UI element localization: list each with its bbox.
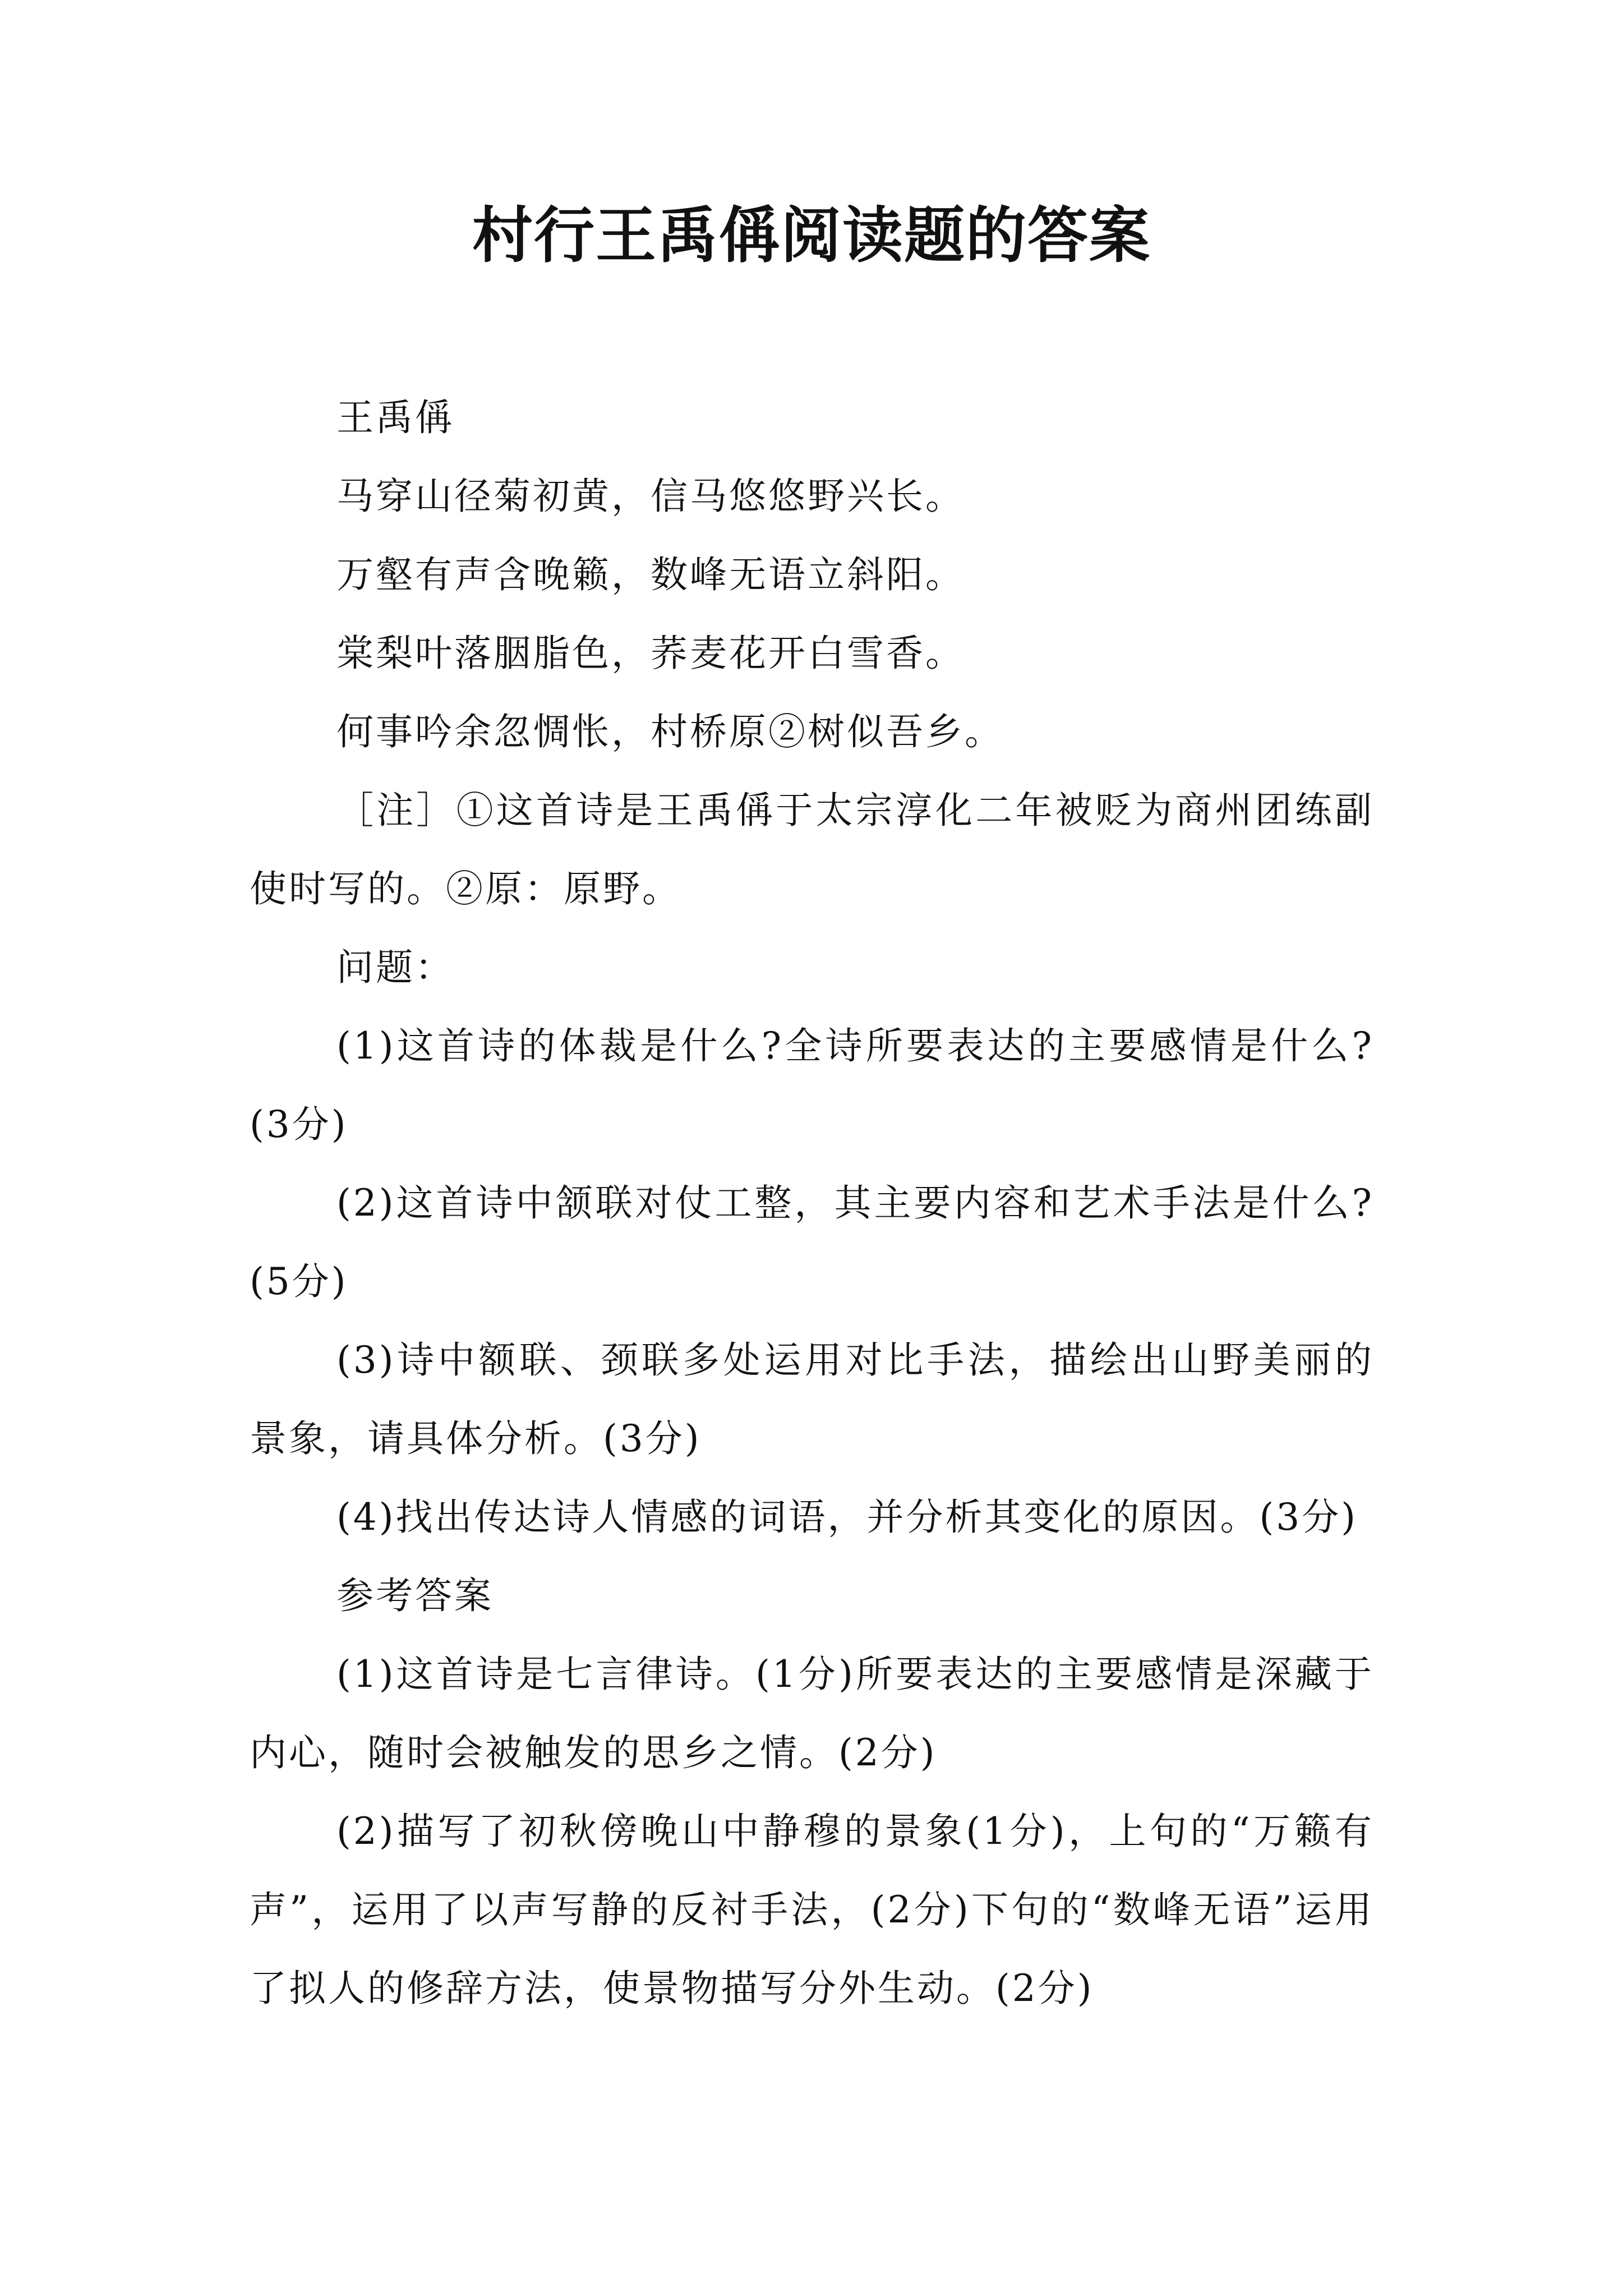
poem-line-2: 万壑有声含晚籁，数峰无语立斜阳。: [336, 553, 965, 596]
poem-author: 王禹偁: [336, 396, 454, 439]
document-title: 村行王禹偁阅读题的答案: [472, 200, 1151, 271]
document-body: [250, 379, 1374, 2028]
questions-heading: 问题：: [336, 946, 454, 989]
answer-2: (2)描写了初秋傍晚山中静穆的景象(1分)，上句的“万籁有声”，运用了以声写静的反衬手法，(2分)下句的“数峰无语”运用了拟人的修辞方法，使景物描写分外生动。(2分): [250, 1810, 1374, 2010]
answer-1: (1)这首诗是七言律诗。(1分)所要表达的主要感情是深藏于内心，随时会被触发的思乡之情。(2分): [250, 1653, 1374, 1774]
question-2: (2)这首诗中颔联对仗工整，其主要内容和艺术手法是什么? (5分): [250, 1181, 1374, 1303]
poem-line-1: 马穿山径菊初黄，信马悠悠野兴长。: [336, 475, 965, 518]
poem-line-4: 何事吟余忽惆怅，村桥原②树似吾乡。: [336, 710, 1004, 753]
poem-note: ［注］①这首诗是王禹偁于太宗淳化二年被贬为商州团练副使时写的。②原：原野。: [250, 789, 1374, 910]
answers-heading: 参考答案: [336, 1574, 494, 1617]
question-3: (3)诗中额联、颈联多处运用对比手法，描绘出山野美丽的景象，请具体分析。(3分): [250, 1338, 1374, 1460]
poem-line-3: 棠梨叶落胭脂色，荞麦花开白雪香。: [336, 632, 965, 675]
question-1: (1)这首诗的体裁是什么?全诗所要表达的主要感情是什么?(3分): [250, 1024, 1374, 1146]
question-4: (4)找出传达诗人情感的词语，并分析其变化的原因。(3分): [336, 1496, 1358, 1539]
